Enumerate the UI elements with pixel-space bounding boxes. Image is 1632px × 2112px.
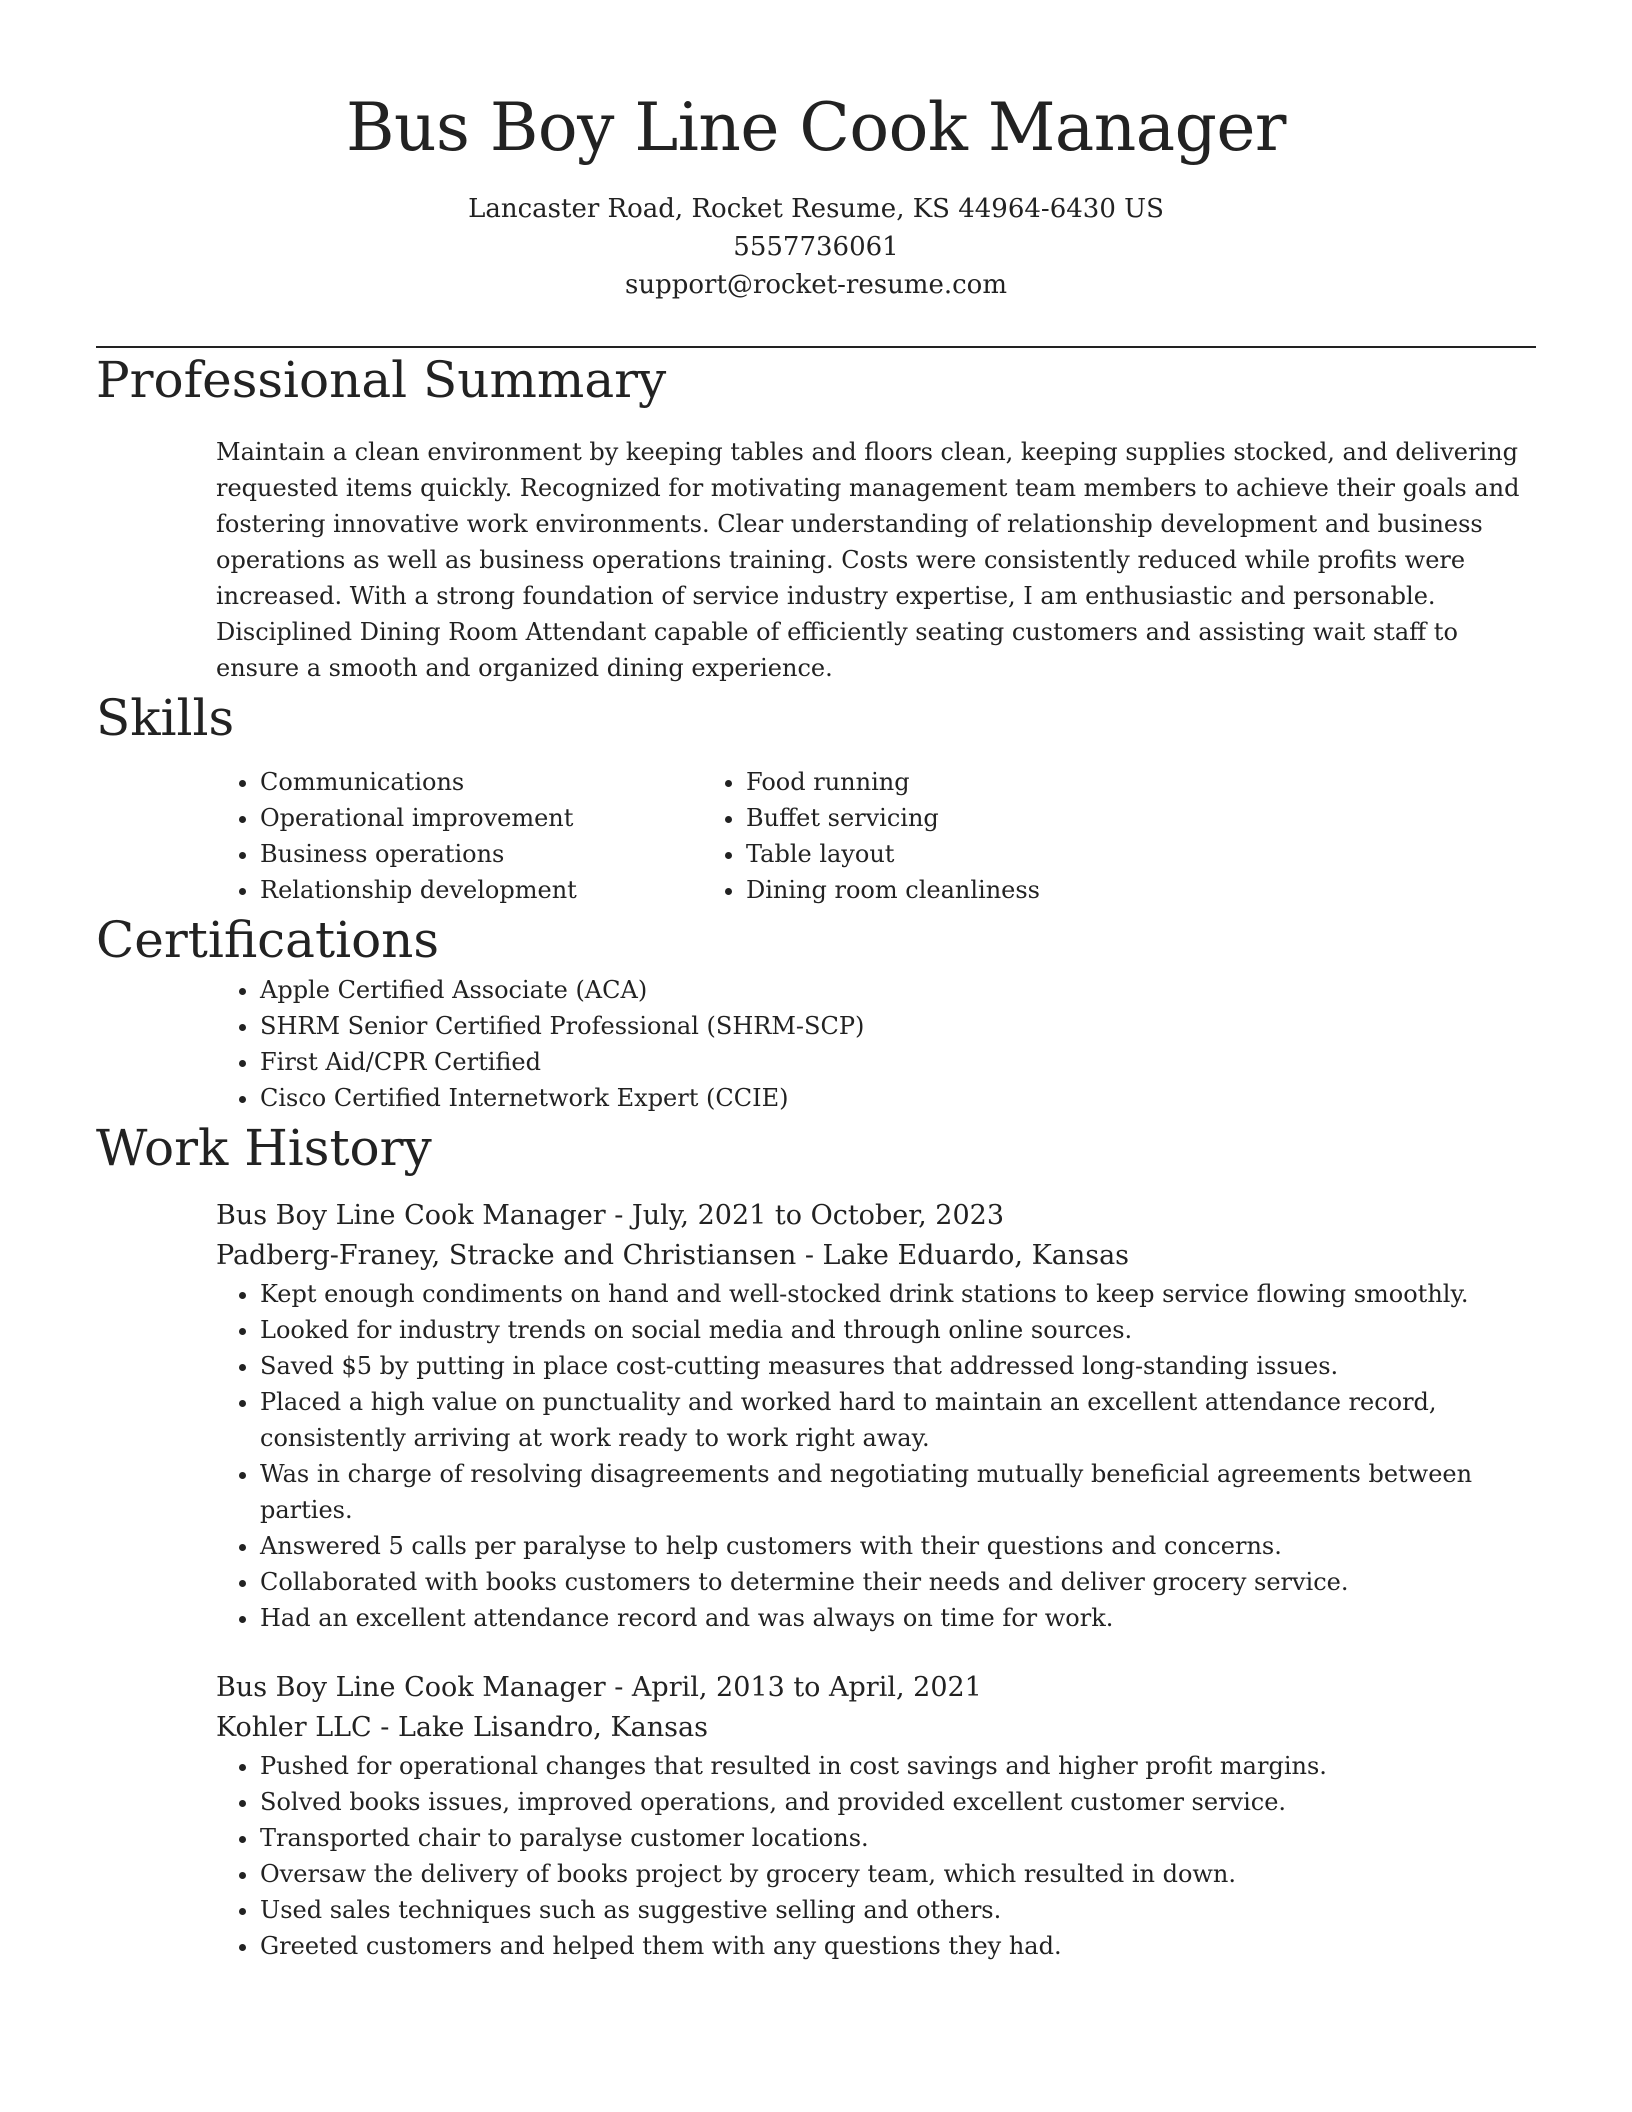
skill-item: • Relationship development — [260, 872, 746, 908]
job-entry — [96, 1668, 1536, 1964]
phone: 5557736061 — [733, 232, 899, 262]
contact-info — [96, 190, 1536, 304]
job-role-dates: Bus Boy Line Cook Manager - July, 2021 to October, 2023 — [216, 1200, 1005, 1231]
job-company-location: Kohler LLC - Lake Lisandro, Kansas — [216, 1712, 708, 1743]
skills-column-right — [746, 764, 1396, 908]
job-duty-item: • Used sales techniques such as suggestive selling and others. — [260, 1892, 1536, 1928]
skills-column-left — [96, 764, 746, 908]
job-duties-list — [96, 1748, 1536, 1964]
candidate-name: Bus Boy Line Cook Manager — [346, 89, 1286, 166]
skill-item: • Table layout — [746, 836, 1396, 872]
resume-page — [96, 0, 1536, 1964]
email: support@rocket-resume.com — [624, 270, 1007, 300]
skill-item: • Communications — [260, 764, 746, 800]
job-duty-item: • Saved $5 by putting in place cost-cutting measures that addressed long-standing issues. — [260, 1348, 1536, 1384]
section-title-work-history: Work History — [96, 1119, 432, 1177]
job-duty-item: • Kept enough condiments on hand and well-stocked drink stations to keep service flowing smoothly. — [260, 1276, 1536, 1312]
certification-item: • SHRM Senior Certified Professional (SHRM-SCP) — [260, 1008, 1536, 1044]
job-duty-item: • Had an excellent attendance record and was always on time for work. — [260, 1600, 1536, 1636]
job-company-location: Padberg-Franey, Stracke and Christiansen - Lake Eduardo, Kansas — [216, 1240, 1130, 1271]
resume-header — [96, 84, 1536, 304]
job-duties-list — [96, 1276, 1536, 1636]
job-duty-item: • Looked for industry trends on social media and through online sources. — [260, 1312, 1536, 1348]
certification-item: • Cisco Certified Internetwork Expert (CCIE) — [260, 1080, 1536, 1116]
skill-item: • Buffet servicing — [746, 800, 1396, 836]
certification-item: • First Aid/CPR Certified — [260, 1044, 1536, 1080]
job-role-dates: Bus Boy Line Cook Manager - April, 2013 to April, 2021 — [216, 1672, 982, 1703]
job-duty-item: • Answered 5 calls per paralyse to help customers with their questions and concerns. — [260, 1528, 1536, 1564]
section-title-skills: Skills — [96, 689, 235, 747]
job-duty-item: • Pushed for operational changes that resulted in cost savings and higher profit margins. — [260, 1748, 1536, 1784]
skill-item: • Business operations — [260, 836, 746, 872]
job-duty-item: • Transported chair to paralyse customer locations. — [260, 1820, 1536, 1856]
job-duty-item: • Was in charge of resolving disagreements and negotiating mutually beneficial agreements between parties. — [260, 1456, 1536, 1528]
certification-item: • Apple Certified Associate (ACA) — [260, 972, 1536, 1008]
skills-list — [96, 764, 1536, 908]
job-duty-item: • Oversaw the delivery of books project by grocery team, which resulted in down. — [260, 1856, 1536, 1892]
summary-text: Maintain a clean environment by keeping tables and floors clean, keeping supplies stocked, and delivering requested items quickly. Recognized for motivating management team members to achieve their goals and fostering innovative work environments. Clear understanding of relationship development and business operations as well as business operations training. Costs were consistently reduced while profits were increased. With a strong foundation of service industry expertise, I am enthusiastic and personable. Disciplined Dining Room Attendant capable of efficiently seating customers and assisting wait staff to ensure a smooth and organized dining experience. — [216, 438, 1520, 682]
skill-item: • Operational improvement — [260, 800, 746, 836]
job-duty-item: • Greeted customers and helped them with any questions they had. — [260, 1928, 1536, 1964]
job-duty-item: • Collaborated with books customers to determine their needs and deliver grocery service. — [260, 1564, 1536, 1600]
section-title-certifications: Certifications — [96, 911, 440, 969]
job-duty-item: • Solved books issues, improved operations, and provided excellent customer service. — [260, 1784, 1536, 1820]
job-duty-item: • Placed a high value on punctuality and worked hard to maintain an excellent attendance record, consistently arriving at work ready to work right away. — [260, 1384, 1536, 1456]
job-entry — [96, 1196, 1536, 1636]
section-title-summary: Professional Summary — [96, 351, 667, 409]
address: Lancaster Road, Rocket Resume, KS 44964-6430 US — [468, 194, 1164, 224]
certifications-list — [96, 972, 1536, 1116]
skill-item: • Dining room cleanliness — [746, 872, 1396, 908]
skill-item: • Food running — [746, 764, 1396, 800]
